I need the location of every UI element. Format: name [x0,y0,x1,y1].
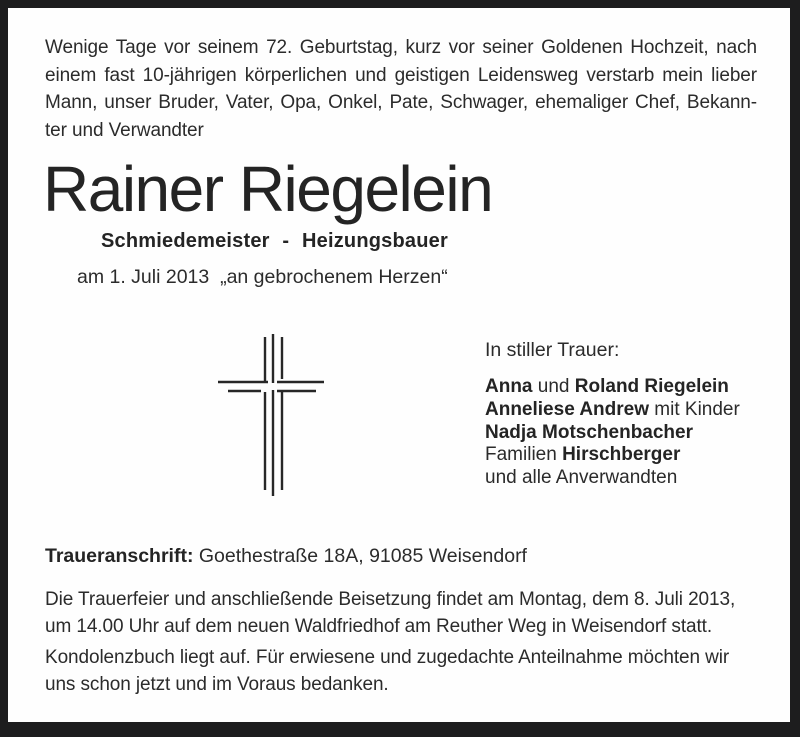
address-label: Traueranschrift: [45,545,194,567]
deceased-name: Rainer Riegelein [43,153,493,225]
mourner-line [485,467,740,490]
mourner-name: Roland Riegelein [574,376,729,397]
intro-line: Mann, unser Bruder, Vater, Opa, Onkel, Pate, Schwager, ehemaliger Chef, Bekann- [45,92,757,113]
cross-icon [218,330,328,498]
funeral-line: Die Trauerfeier und anschließende Beisetzung findet am Montag, dem 8. Juli 2013, [45,589,736,610]
mourner-text: mit Kinder [649,398,740,420]
funeral-line: um 14.00 Uhr auf dem neuen Waldfriedhof am Reuther Weg in Weisendorf statt. [45,616,713,637]
intro-line: einem fast 10-jährigen körperlichen und geistigen Leidensweg verstarb mein lieber [45,64,757,86]
mourner-name: Nadja Motschenbacher [485,421,693,443]
condolence-line: Kondolenzbuch liegt auf. Für erwiesene und zugedachte Anteilnahme möchten wir [45,647,730,668]
address-value: Goethestraße 18A, 91085 Weisendorf [193,545,527,567]
condolence-line: uns schon jetzt und im Voraus bedanken. [45,674,389,695]
mourner-name: Anna [485,376,533,397]
mourners-list [485,376,740,490]
intro-paragraph [45,34,757,144]
death-date-line: am 1. Juli 2013 „an gebrochenem Herzen“ [77,266,448,288]
mourner-line [485,444,740,467]
mourning-heading: In stiller Trauer: [485,339,620,361]
mourner-text: und [532,376,575,397]
intro-line: ter und Verwandter [45,119,204,141]
intro-line: Wenige Tage vor seinem 72. Geburtstag, kurz vor seiner Goldenen Hochzeit, nach [45,37,757,58]
condolence-note [45,644,729,698]
profession-line: Schmiedemeister - Heizungsbauer [101,230,448,252]
obituary-card [8,8,790,722]
mourner-line [485,376,740,399]
mourner-line [485,422,740,445]
address-line [45,545,527,568]
mourner-text: Familien [485,444,563,466]
mourner-text: und alle Anverwandten [485,467,678,489]
mourner-name: Anneliese Andrew [485,398,650,420]
mourner-line [485,399,740,422]
funeral-details [45,586,735,640]
mourner-name: Hirschberger [562,444,681,466]
